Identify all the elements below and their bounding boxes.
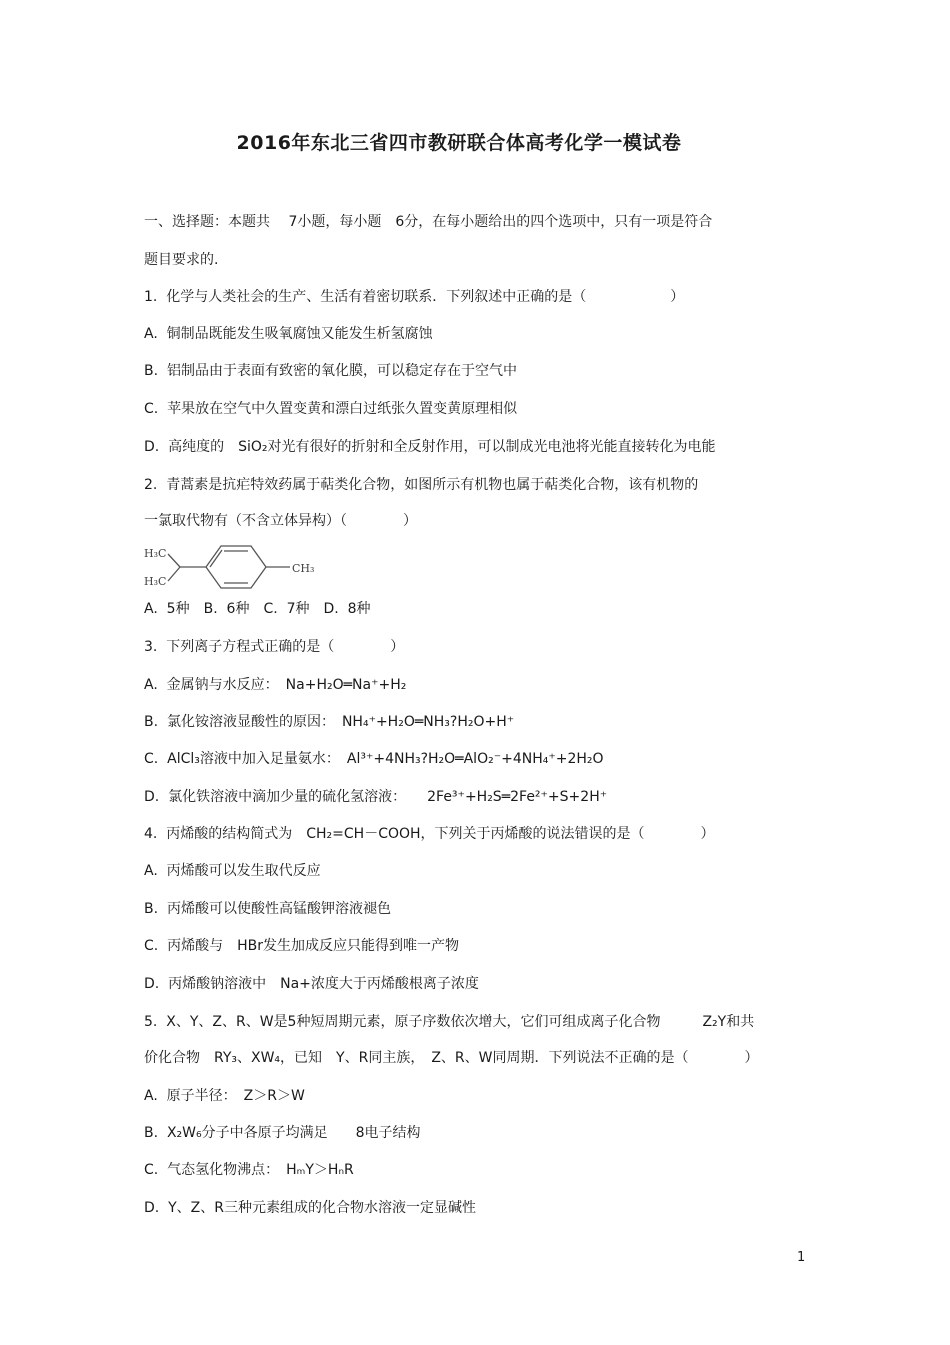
q3-stem: 3. 下列离子方程式正确的是（ ） [144, 639, 405, 655]
q4-option-c: C. 丙烯酸与 HBr发生加成反应只能得到唯一产物 [144, 938, 460, 954]
q3-option-b: B. 氯化铵溶液显酸性的原因： NH₄⁺+H₂O═NH₃?H₂O+H⁺ [144, 714, 515, 730]
q4-option-a: A. 丙烯酸可以发生取代反应 [144, 863, 321, 879]
section-heading-line-1: 一、选择题：本题共 7小题，每小题 6分，在每小题给出的四个选项中，只有一项是符合 [144, 214, 713, 230]
molecule-structure [144, 540, 334, 592]
q5-option-b: B. X₂W₆分子中各原子均满足 8电子结构 [144, 1125, 421, 1141]
mol-label-right: CH₃ [292, 562, 315, 575]
q5-option-c: C. 气态氢化物沸点： HₘY＞HₙR [144, 1162, 354, 1178]
q4-stem: 4. 丙烯酸的结构简式为 CH₂=CH－COOH，下列关于丙烯酸的说法错误的是（ ） [144, 826, 715, 842]
q4-option-b: B. 丙烯酸可以使酸性高锰酸钾溶液褪色 [144, 901, 391, 917]
q4-option-d: D. 丙烯酸钠溶液中 Na+浓度大于丙烯酸根离子浓度 [144, 976, 479, 992]
q1-option-a: A. 铜制品既能发生吸氧腐蚀又能发生析氢腐蚀 [144, 326, 433, 342]
q3-option-d: D. 氯化铁溶液中滴加少量的硫化氢溶液： 2Fe³⁺+H₂S═2Fe²⁺+S+2H⁺ [144, 789, 608, 805]
q1-option-d: D. 高纯度的 SiO₂对光有很好的折射和全反射作用，可以制成光电池将光能直接转化为电能 [144, 439, 716, 455]
mol-label-left-bottom: H₃C [144, 575, 167, 588]
q2-options: A. 5种 B. 6种 C. 7种 D. 8种 [144, 601, 371, 617]
q1-option-b: B. 铝制品由于表面有致密的氧化膜，可以稳定存在于空气中 [144, 363, 517, 379]
q3-option-c: C. AlCl₃溶液中加入足量氨水： Al³⁺+4NH₃?H₂O═AlO₂⁻+4NH₄⁺+2H₂O [144, 751, 604, 767]
q2-stem-line-2: 一氯取代物有（不含立体异构）（ ） [144, 513, 417, 529]
page-number: 1 [797, 1250, 806, 1265]
section-heading-line-2: 题目要求的. [144, 252, 219, 268]
q3-option-a: A. 金属钠与水反应： Na+H₂O═Na⁺+H₂ [144, 677, 407, 693]
q5-option-a: A. 原子半径： Z＞R＞W [144, 1088, 305, 1104]
q5-stem-line-1: 5. X、Y、Z、R、W是5种短周期元素，原子序数依次增大，它们可组成离子化合物 Z₂Y和共 [144, 1014, 755, 1030]
page-title: 2016年东北三省四市教研联合体高考化学一模试卷 [236, 132, 682, 154]
q5-option-d: D. Y、Z、R三种元素组成的化合物水溶液一定显碱性 [144, 1200, 476, 1216]
q5-stem-line-2: 价化合物 RY₃、XW₄，已知 Y、R同主族， Z、R、W同周期．下列说法不正确的是（ ） [144, 1050, 759, 1066]
mol-label-left-top: H₃C [144, 547, 167, 560]
q1-option-c: C. 苹果放在空气中久置变黄和漂白过纸张久置变黄原理相似 [144, 401, 518, 417]
q1-stem: 1. 化学与人类社会的生产、生活有着密切联系．下列叙述中正确的是（ ） [144, 289, 685, 305]
q2-stem-line-1: 2. 青蒿素是抗疟特效药属于萜类化合物，如图所示有机物也属于萜类化合物，该有机物的 [144, 477, 699, 493]
